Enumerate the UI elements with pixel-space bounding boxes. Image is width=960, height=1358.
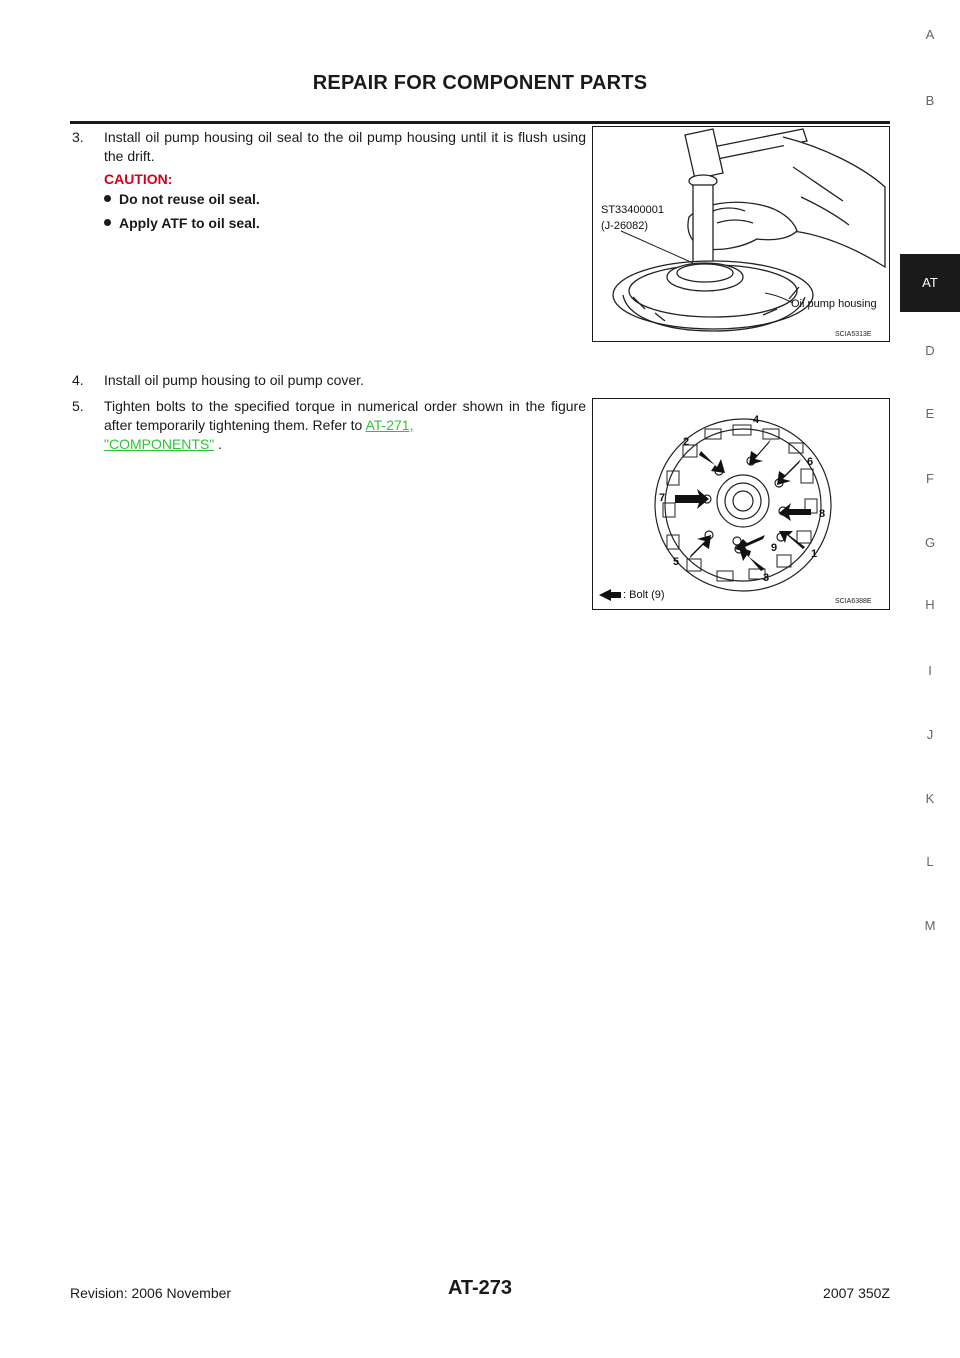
oil-pump-housing-label: Oil pump housing (791, 298, 877, 310)
ref-link-components[interactable]: "COMPONENTS" (104, 436, 215, 452)
page-number: AT-273 (447, 1277, 513, 1299)
step-number: 5. (72, 398, 84, 414)
caution-label: CAUTION: (104, 171, 173, 187)
tab-d[interactable]: D (925, 343, 935, 358)
tab-l[interactable]: L (926, 854, 934, 869)
bolt-number-2: 2 (683, 436, 690, 448)
step-4 (72, 371, 586, 390)
legend-bolt-label: : Bolt (9) (623, 589, 665, 601)
tab-m[interactable]: M (924, 918, 936, 933)
ref-link-page[interactable]: AT-271, (365, 417, 414, 433)
vehicle-model: 2007 350Z (823, 1285, 890, 1301)
bolt-number-4: 4 (753, 414, 760, 426)
tab-e[interactable]: E (925, 406, 935, 421)
step-number: 4. (72, 372, 84, 388)
step-text: Install oil pump housing to oil pump cover. (104, 372, 364, 388)
bolt-number-9: 9 (771, 542, 778, 554)
tab-i[interactable]: I (928, 663, 932, 678)
step-suffix: . (214, 436, 223, 452)
revision-date: Revision: 2006 November (70, 1285, 232, 1301)
bolt-number-1: 1 (811, 548, 818, 560)
bullet-dot-icon (104, 219, 111, 226)
tab-h[interactable]: H (925, 597, 935, 612)
bolt-number-3: 3 (763, 572, 770, 584)
bolt-order-illustration (593, 399, 889, 609)
bullet-text: Do not reuse oil seal. (119, 191, 260, 207)
bolt-number-7: 7 (659, 492, 666, 504)
tool-part-number: ST33400001 (601, 204, 664, 216)
figure-oil-seal-install (592, 126, 890, 342)
step-text (104, 397, 586, 454)
tab-g[interactable]: G (924, 535, 936, 550)
tab-j[interactable]: J (926, 727, 934, 742)
caution-bullet (104, 191, 260, 207)
figure-code: SCIA5313E (835, 331, 872, 338)
step-body: Tighten bolts to the specified torque in numerical order shown in the figure after temporarily tightening them. Refer to (104, 398, 586, 433)
tab-a[interactable]: A (925, 27, 935, 42)
bullet-text: Apply ATF to oil seal. (119, 215, 260, 231)
tab-f[interactable]: F (926, 471, 934, 486)
bolt-number-5: 5 (673, 556, 680, 568)
tab-at[interactable]: AT (900, 254, 960, 312)
tab-b[interactable]: B (925, 93, 935, 108)
figure-bolt-order (592, 398, 890, 610)
step-number: 3. (72, 129, 84, 145)
bullet-dot-icon (104, 195, 111, 202)
tool-alt-number: (J-26082) (601, 220, 649, 232)
caution-bullet (104, 215, 260, 231)
bolt-number-8: 8 (819, 508, 826, 520)
step-text: Install oil pump housing oil seal to the oil pump housing until it is flush using the drift. (104, 129, 586, 164)
tab-k[interactable]: K (925, 791, 935, 806)
figure-code: SCIA6388E (835, 598, 872, 605)
title-divider (70, 121, 890, 124)
step-3 (72, 128, 586, 166)
page-title: REPAIR FOR COMPONENT PARTS (312, 72, 648, 94)
section-index-tabs (890, 0, 960, 1358)
bolt-number-6: 6 (807, 456, 814, 468)
step-5 (72, 397, 586, 454)
